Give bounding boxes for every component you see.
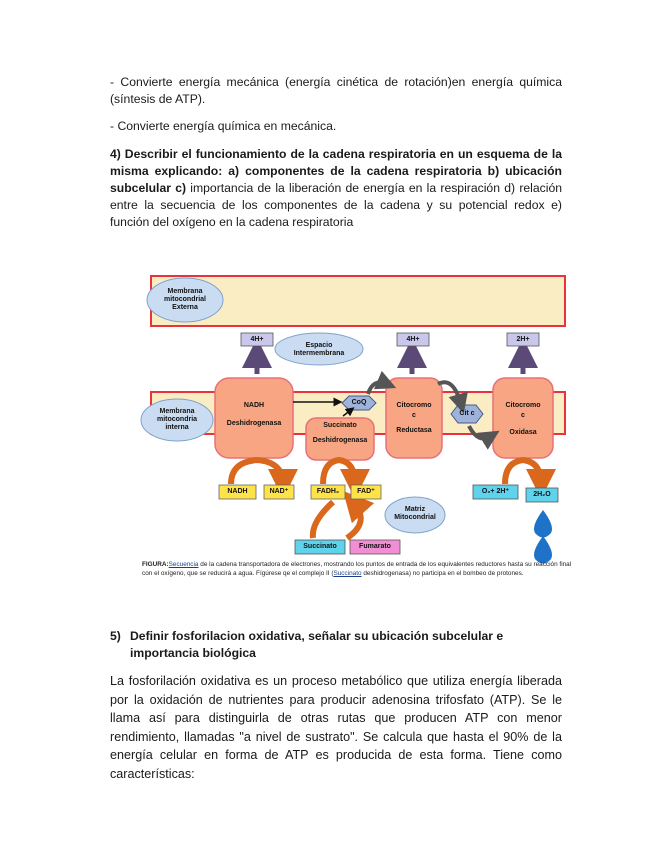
figure-caption [142,561,572,578]
answer-5-paragraph: La fosforilación oxidativa es un proceso metabólico que utiliza energía liberada por la oxidación de nutrientes para producir adenosina trifosfato (ATP). Se le llama así para distinguirla de otras rutas que producen ATP con menor rendimiento, llamadas "a nivel de sustrato". Se calcula que hasta el 90% de la energía celular en forma de ATP es producida de esta forma. Tiene como características: [110,674,562,781]
h2-label: 4H+ [406,336,420,343]
water-drop-2 [534,536,552,564]
fumarato-box-label: Fumarato [359,543,391,550]
h3-label: 2H+ [516,336,530,343]
nadh-swirl [231,460,283,484]
respiratory-chain-diagram [133,266,575,598]
inner-membrane-label: Membrana mitocondria interna [156,408,198,431]
oxidase-label-3: Oxidasa [509,429,537,436]
fadh-swirl [323,460,355,484]
nad-box-label: NAD⁺ [269,488,289,495]
question-4 [110,146,562,231]
oxidase-label-1: Citocromo [505,402,541,409]
caption-text-2: deshidrogenasa) no participa en el bombeo de protones. [361,569,524,577]
caption-text-1: de la cadena transportadora de electrones, mostrando los puntos de entrada de los equivalentes reductores hasta su reacción final con el oxígeno, que se reducirá a agua. Fígúrese qe el complejo II ( [142,561,572,577]
succinato-box-label: Succinato [303,543,337,550]
succ-dh-label-2: Deshidrogenasa [312,437,368,444]
reductase-label-3: Reductasa [396,427,432,434]
question-5-number: 5) [110,629,121,643]
caption-link-secuencia: Secuencia [168,561,199,568]
nadh-box-label: NADH [227,488,248,495]
outer-membrane-label: Membrana mitocondrial Externa [163,288,206,311]
question-4-bold: 4) Describir el funcionamiento de la cadena respiratoria en un esquema de la misma explicando: a) componentes de la cadena respiratoria b) ubicación subcelular c) [110,147,562,195]
water-drop-1 [534,510,552,538]
succinate-cycle-left [313,502,333,538]
cit-c-label: Cit c [459,410,475,417]
matrix-label: Matriz Mitocondrial [394,506,436,521]
o2-box-label: O₂+ 2H⁺ [481,488,510,495]
intermembrane-label: Espacio Intermembrana [293,342,345,357]
h2o-box-label: 2H₂O [533,491,551,498]
bullet-energia-quimica: - Convierte energía química en mecánica. [110,119,337,133]
nadh-dh-label-1: NADH [243,402,265,409]
question-4-rest: importancia de la liberación de energía en la respiración d) relación entre la secuencia de los componentes de la cadena y su potencial redox e) función del oxígeno en la cadena respiratoria [110,181,562,229]
fad-box-label: FAD⁺ [357,488,375,495]
nadh-dh-label-2: Deshidrogenasa [226,420,282,427]
bullet-energia-mecanica: - Convierte energía mecánica (energía cinética de rotación)en energía química (síntesis de ATP). [110,75,562,106]
fadh-box-label: FADH₂ [316,488,340,495]
o2-swirl [505,460,541,484]
succ-dh-label-1: Succinato [323,422,357,429]
h1-label: 4H+ [250,336,264,343]
question-5-text: Definir fosforilacion oxidativa, señalar su ubicación subcelular e importancia biológica [130,629,504,660]
caption-label: FIGURA: [142,561,169,568]
oxidase-label-2: c [521,412,525,419]
coq-label: CoQ [351,399,367,406]
succinate-cycle-right [347,502,361,538]
nadh-dehydrogenase-shape [215,378,293,458]
reductase-label-2: c [412,412,416,419]
reductase-label-1: Citocromo [396,402,432,409]
caption-link-succinato: Succinato [333,569,362,577]
